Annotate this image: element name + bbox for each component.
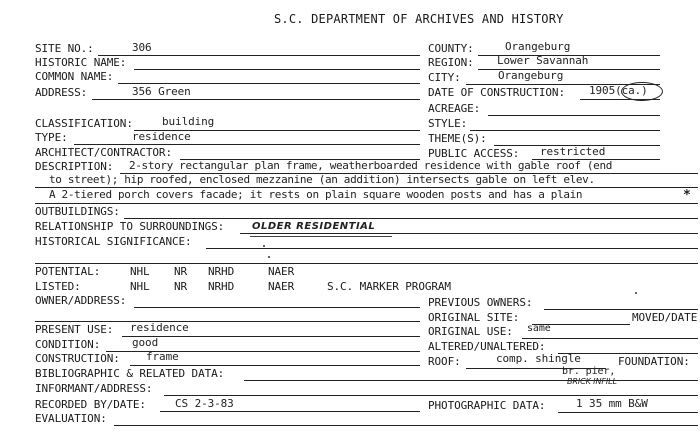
speck: [635, 292, 637, 294]
region-value: Lower Savannah: [497, 54, 589, 67]
foundation-label: FOUNDATION:: [618, 355, 690, 368]
description-underline-3: [35, 203, 698, 204]
description-line-3: A 2-tiered porch covers facade; it rests on plain square wooden posts and has a plain: [49, 188, 583, 201]
condition-value: good: [132, 336, 159, 349]
sc-marker-program-label: S.C. MARKER PROGRAM: [327, 280, 451, 293]
common-name-line: [118, 83, 420, 84]
original-use-label: ORIGINAL USE:: [428, 325, 513, 338]
region-label: REGION:: [428, 56, 474, 69]
moved-date-label: MOVED/DATE: [632, 311, 698, 324]
present-use-label: PRESENT USE:: [35, 323, 114, 336]
relationship-line: [240, 233, 698, 234]
potential-option-naer: NAER: [268, 265, 295, 278]
description-line-1: 2-story rectangular plan frame, weatherboarded residence with gable roof (end: [129, 159, 612, 172]
roof-value: comp. shingle: [496, 352, 581, 365]
original-site-label: ORIGINAL SITE:: [428, 311, 520, 324]
foundation-value: br. pier,: [562, 366, 616, 377]
recorded-by-value: CS 2-3-83: [175, 397, 234, 410]
owner-address-line-2: [35, 321, 420, 322]
present-use-value: residence: [130, 321, 189, 334]
outbuildings-label: OUTBUILDINGS:: [35, 205, 120, 218]
condition-label: CONDITION:: [35, 338, 101, 351]
historical-significance-label: HISTORICAL SIGNIFICANCE:: [35, 235, 192, 248]
city-value: Orangeburg: [498, 69, 564, 82]
construction-label: CONSTRUCTION:: [35, 352, 120, 365]
common-name-label: COMMON NAME:: [35, 70, 114, 83]
outbuildings-line: [124, 218, 698, 219]
style-line: [470, 130, 660, 131]
classification-value: building: [162, 115, 215, 128]
altered-label: ALTERED/UNALTERED:: [428, 340, 546, 353]
speck: [268, 256, 270, 258]
address-line: [92, 99, 420, 100]
speck: [263, 245, 265, 247]
photographic-line: [558, 412, 698, 413]
type-line: [74, 144, 420, 145]
historical-significance-line: [206, 248, 698, 249]
potential-option-nr: NR: [174, 265, 188, 278]
address-label: ADDRESS:: [35, 86, 88, 99]
construction-value: frame: [146, 350, 179, 363]
recorded-by-line: [160, 411, 420, 412]
architect-label: ARCHITECT/CONTRACTOR:: [35, 146, 172, 159]
public-access-label: PUBLIC ACCESS:: [428, 147, 520, 160]
listed-option-nr: NR: [174, 280, 188, 293]
bibliographic-line: [244, 380, 698, 381]
acreage-label: ACREAGE:: [428, 102, 481, 115]
acreage-line: [488, 115, 660, 116]
photographic-value: 1 35 mm B&W: [576, 397, 648, 410]
listed-option-nhl: NHL: [130, 280, 150, 293]
listed-option-naer: NAER: [268, 280, 295, 293]
present-use-line: [122, 336, 420, 337]
description-line-2: to street); hip roofed, enclosed mezzanine (an addition) intersects gable on left elev.: [49, 173, 595, 186]
listed-label: LISTED:: [35, 280, 81, 293]
roof-label: ROOF:: [428, 355, 461, 368]
form-title: S.C. DEPARTMENT OF ARCHIVES AND HISTORY: [274, 12, 564, 26]
theme-label: THEME(S):: [428, 132, 487, 145]
date-of-construction-value: 1905(ca.): [589, 84, 648, 97]
evaluation-label: EVALUATION:: [35, 412, 107, 425]
informant-label: INFORMANT/ADDRESS:: [35, 382, 153, 395]
informant-line: [164, 395, 698, 396]
address-value: 356 Green: [132, 85, 191, 98]
type-value: residence: [132, 130, 191, 143]
city-label: CITY:: [428, 71, 461, 84]
foundation-handwritten-note: BRICK INFILL: [567, 377, 617, 386]
site-no-line: [98, 55, 420, 56]
construction-line: [130, 365, 420, 366]
date-of-construction-label: DATE OF CONSTRUCTION:: [428, 86, 565, 99]
classification-label: CLASSIFICATION:: [35, 117, 133, 130]
photographic-label: PHOTOGRAPHIC DATA:: [428, 399, 546, 412]
county-value: Orangeburg: [505, 40, 571, 53]
historic-name-line: [134, 69, 420, 70]
potential-option-nhl: NHL: [130, 265, 150, 278]
potential-label: POTENTIAL:: [35, 265, 101, 278]
public-access-value: restricted: [540, 145, 606, 158]
previous-owners-line: [544, 309, 698, 310]
style-label: STYLE:: [428, 117, 468, 130]
owner-address-line: [134, 307, 420, 308]
site-no-value: 306: [132, 41, 152, 54]
blank-line: [35, 263, 698, 264]
bibliographic-label: BIBLIOGRAPHIC & RELATED DATA:: [35, 367, 225, 380]
listed-option-nrhd: NRHD: [208, 280, 235, 293]
previous-owners-label: PREVIOUS OWNERS:: [428, 296, 533, 309]
description-continuation-mark: *: [683, 188, 691, 203]
original-use-line: [522, 338, 698, 339]
site-no-label: SITE NO.:: [35, 42, 94, 55]
recorded-by-label: RECORDED BY/DATE:: [35, 398, 146, 411]
date-line: [580, 99, 660, 100]
original-use-value: same: [527, 323, 551, 334]
county-label: COUNTY:: [428, 42, 474, 55]
type-label: TYPE:: [35, 131, 68, 144]
potential-option-nrhd: NRHD: [208, 265, 235, 278]
description-label: DESCRIPTION:: [35, 160, 114, 173]
relationship-handwritten-value: OLDER RESIDENTIAL: [252, 221, 376, 232]
historic-name-label: HISTORIC NAME:: [35, 56, 127, 69]
relationship-label: RELATIONSHIP TO SURROUNDINGS:: [35, 220, 225, 233]
evaluation-line: [114, 425, 698, 426]
relationship-handwritten-underline: [250, 236, 392, 237]
owner-address-label: OWNER/ADDRESS:: [35, 294, 127, 307]
